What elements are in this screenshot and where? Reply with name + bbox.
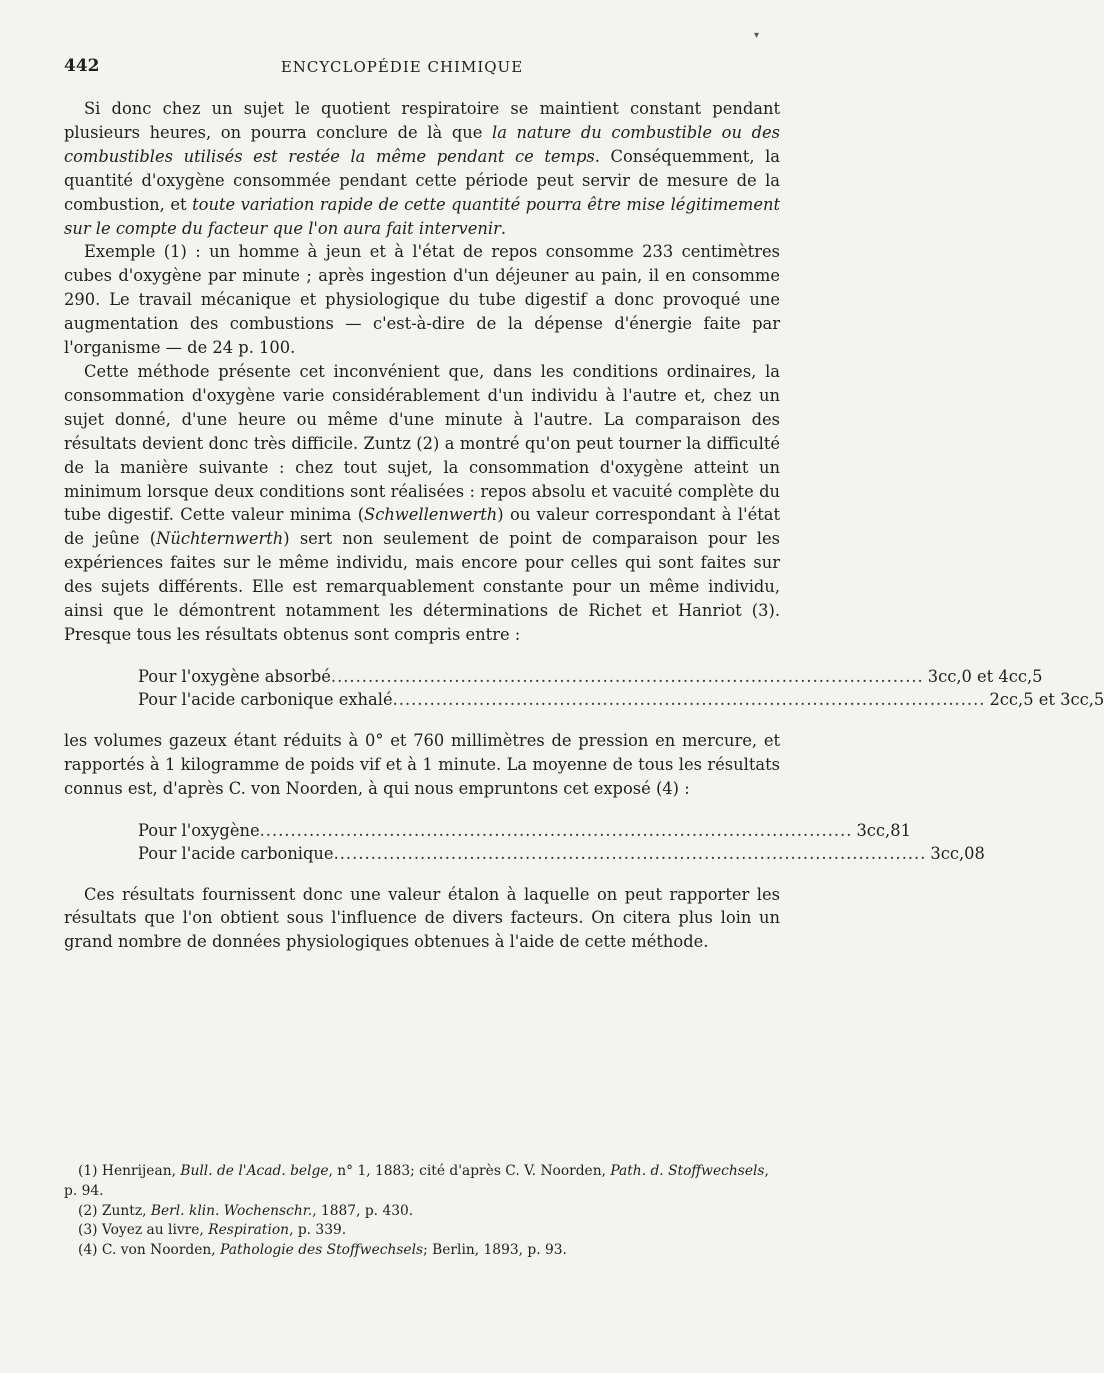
paragraph: Ces résultats fournissent donc une valeur étalon à laquelle on peut rapporter les résultats que l'on obtient sous l'influence de divers facteurs. On citera plus loin un grand nombre de données physiologiques obtenues à l'aide de cette méthode. [64,884,780,952]
italic-run: Pathologie des Stoffwechsels [220,1242,424,1259]
text-run: Si donc chez un sujet le quotient respiratoire se maintient constant pendant plusieurs heures, on pourra conclure de là que [64,99,780,142]
page-header [64,56,740,84]
text-run: , n° 1, 1883; cité d'après C. V. Noorden, [328,1163,611,1179]
dot-leader: ................................................................................................ [259,820,853,840]
footnote [64,1241,780,1261]
range-table [138,665,1104,711]
row-value: 3cc,08 [930,843,985,863]
row-value: 2cc,5 et 3cc,5 [989,689,1104,709]
mean-table [138,819,985,865]
row-label: Pour l'acide carbonique exhalé [138,689,393,709]
italic-run: Nüchternwerth [156,529,284,549]
row-label: Pour l'oxygène [138,820,260,840]
text-run: (3) Voyez au livre, [78,1222,209,1239]
text-run: Cette méthode présente cet inconvénient que, dans les conditions ordinaires, la consommation d'oxygène varie considérablement d'un individu à l'autre et, chez un sujet donné, d'une heure ou même d'une minute à l'autre. La comparaison des résultats devient donc très difficile. Zuntz (2) a montré qu'on peut tourner la difficulté de la manière suivante : chez tout sujet, la consommation d'oxygène atteint un minimum lorsque deux conditions sont réalisées : repos absolu et vacuité complète du tube digestif. Cette valeur minima ( [64,361,780,525]
footnotes [64,1162,780,1261]
text-run: . [500,218,507,238]
footnote [64,1202,780,1222]
row-value: 3cc,0 et 4cc,5 [927,666,1043,686]
text-run: , p. 339. [289,1222,347,1239]
row-value: 3cc,81 [856,820,911,840]
paragraph: les volumes gazeux étant réduits à 0° et 760 millimètres de pression en mercure, et rapportés à 1 kilogramme de poids vif et à 1 minute. La moyenne de tous les résultats connus est, d'après C. von Noorden, à qui nous empruntons cet exposé (4) : [64,730,780,798]
text-run: , 1887, p. 430. [312,1202,414,1219]
text-run: (2) Zuntz, [78,1202,151,1219]
italic-run: toute variation rapide de cette quantité pourra être mise légitimement sur le compte du facteur que l'on aura fait intervenir [64,194,780,238]
text-run: ; Berlin, 1893, p. 93. [423,1242,567,1259]
print-speck: ▾ [754,30,760,41]
italic-run: la nature du combustible ou des combustibles utilisés est restée la même pendant ce temps [64,122,780,166]
paragraph [64,360,780,647]
italic-run: Schwellenwerth [364,505,498,525]
dot-leader: ................................................................................................ [330,666,924,686]
footnote [64,1162,780,1202]
paragraph: Exemple (1) : un homme à jeun et à l'état de repos consomme 233 centimètres cubes d'oxygène par minute ; après ingestion d'un déjeuner au pain, il en consomme 290. Le travail mécanique et physiologique du tube digestif a donc provoqué une augmentation des combustions — c'est-à-dire de la dépense d'énergie faite par l'organisme — de 24 p. 100. [64,242,780,358]
table-row [138,819,911,842]
text-run: ) sert non seulement de point de comparaison pour les expériences faites sur le même individu, mais encore pour celles qui sont faites sur des sujets différents. Elle est remarquablement constante pour un même individu, ainsi que le démontrent notamment les déterminations de Richet et Hanriot (3). Presque tous les résultats obtenus sont compris entre : [64,529,780,644]
italic-run: Berl. klin. Wochenschr. [150,1202,313,1219]
text-run: (1) Henrijean, [78,1163,181,1179]
italic-run: Path. d. Stoffwechsels [610,1163,765,1179]
text-run: , p. 94. [64,1163,769,1199]
italic-run: Respiration [208,1222,290,1239]
dot-leader: ................................................................................................ [333,843,927,863]
dot-leader: ................................................................................................ [392,689,986,709]
text-run: (4) C. von Noorden, [78,1242,221,1259]
table-row [138,842,985,865]
row-label: Pour l'acide carbonique [138,843,334,863]
footnote [64,1221,780,1241]
row-label: Pour l'oxygène absorbé [138,666,331,686]
italic-run: Bull. de l'Acad. belge [180,1163,329,1179]
page-number: 442 [64,56,100,76]
table-row [138,688,1104,711]
body-text [64,97,1104,954]
running-title: ENCYCLOPÉDIE CHIMIQUE [280,58,524,76]
text-run: ) ou valeur correspondant à l'état de jeûne ( [64,505,780,549]
paragraph [64,97,780,240]
text-run: . Conséquemment, la quantité d'oxygène consommée pendant cette période peut servir de mesure de la combustion, et [64,146,780,214]
table-row [138,665,1043,688]
